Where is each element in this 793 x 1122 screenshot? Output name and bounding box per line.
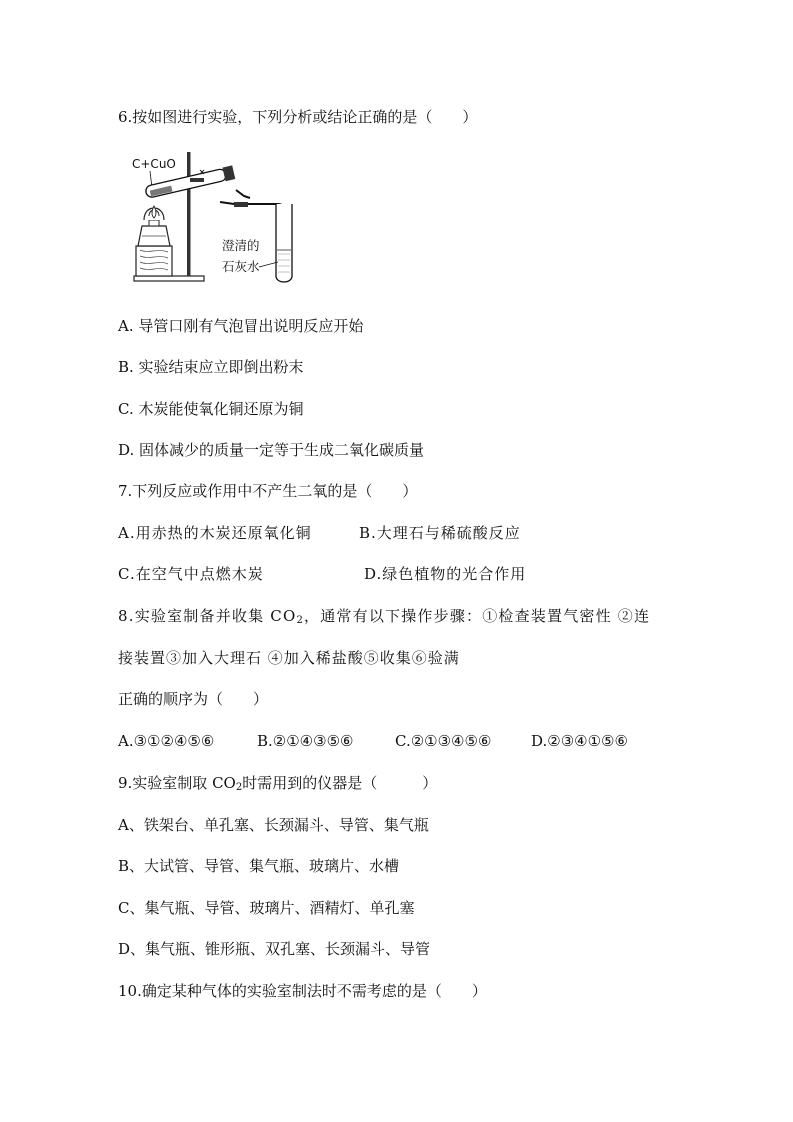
q8-stem-part1: 8.实验室制备并收集 CO <box>118 607 297 625</box>
experiment-apparatus-figure <box>128 150 308 290</box>
q9-option-d: D、集气瓶、锥形瓶、双孔塞、长颈漏斗、导管 <box>118 940 431 958</box>
q6-stem: 6.按如图进行实验，下列分析或结论正确的是（ ） <box>118 108 478 126</box>
q9-stem-part2: 时需用到的仪器是（ ） <box>242 774 438 792</box>
q9-stem-part1: 9.实验室制取 CO <box>118 774 236 792</box>
stand-rod <box>187 152 191 276</box>
q10-stem: 10.确定某种气体的实验室制法时不需考虑的是（ ） <box>118 982 487 1000</box>
q7-option-a: A.用赤热的木炭还原氧化铜 <box>118 524 312 542</box>
q6-option-d: D. 固体减少的质量一定等于生成二氧化碳质量 <box>118 441 425 459</box>
q9-stem <box>118 773 437 798</box>
q8-option-d: D.②③④①⑤⑥ <box>531 732 628 750</box>
q6-option-a: A. 导管口刚有气泡冒出说明反应开始 <box>118 317 364 335</box>
limewater-label-line1: 澄清的 <box>222 238 260 253</box>
q6-option-b: B. 实验结束应立即倒出粉末 <box>118 358 304 376</box>
q9-option-a: A、铁架台、单孔塞、长颈漏斗、导管、集气瓶 <box>118 816 429 834</box>
q8-option-b: B.②①④③⑤⑥ <box>257 732 354 750</box>
q9-option-c: C、集气瓶、导管、玻璃片、酒精灯、单孔塞 <box>118 899 415 917</box>
limewater-test-tube <box>276 204 292 282</box>
q8-option-c: C.②①③④⑤⑥ <box>395 732 492 750</box>
q7-option-d: D.绿色植物的光合作用 <box>364 565 527 583</box>
q7-option-b: B.大理石与稀硫酸反应 <box>359 524 521 542</box>
q8-stem-line1 <box>118 606 650 631</box>
limewater-label-line2: 石灰水 <box>222 259 260 274</box>
q8-stem-part2: ，通常有以下操作步骤：①检查装置气密性 ②连 <box>304 607 651 625</box>
clamp <box>190 178 204 182</box>
q7-stem: 7.下列反应或作用中不产生二氧的是（ ） <box>118 482 418 500</box>
delivery-tube <box>236 190 250 198</box>
q8-stem-line3: 正确的顺序为（ ） <box>118 690 269 708</box>
q8-stem-subscript: 2 <box>296 615 305 626</box>
q6-option-c: C. 木炭能使氧化铜还原为铜 <box>118 400 304 418</box>
stand-base <box>134 276 204 281</box>
q7-option-c: C.在空气中点燃木炭 <box>118 565 264 583</box>
q8-option-a: A.③①②④⑤⑥ <box>118 732 215 750</box>
q8-stem-line2: 接装置③加入大理石 ④加入稀盐酸⑤收集⑥验满 <box>118 649 460 667</box>
q9-stem-subscript: 2 <box>235 782 243 793</box>
q9-option-b: B、大试管、导管、集气瓶、玻璃片、水槽 <box>118 857 400 875</box>
reagent-label: C+CuO <box>132 157 176 171</box>
